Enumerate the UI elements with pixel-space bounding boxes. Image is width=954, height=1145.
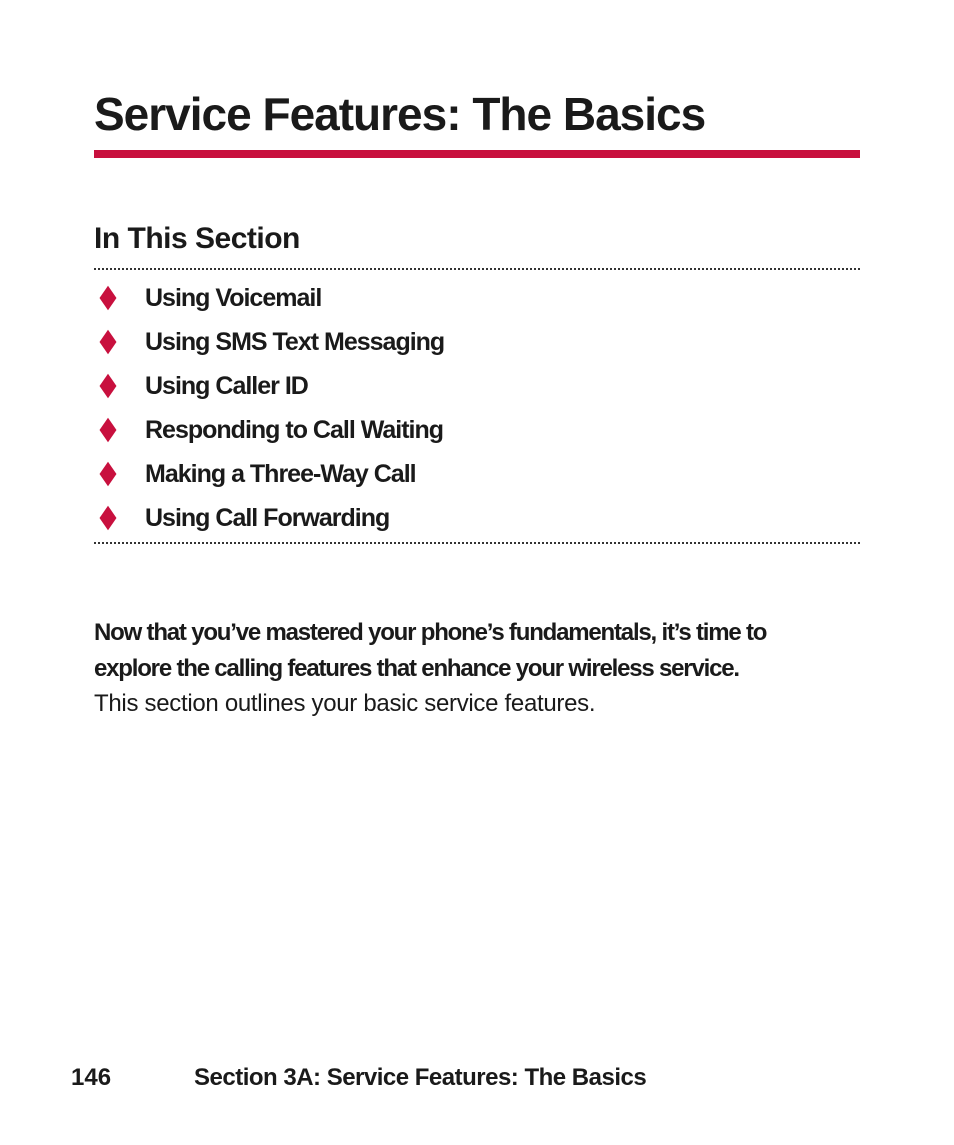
footer-section-title: Section 3A: Service Features: The Basics — [194, 1064, 647, 1091]
dotted-divider-bottom — [94, 542, 860, 544]
diamond-icon — [100, 374, 117, 399]
diamond-icon — [100, 462, 117, 487]
page-number: 146 — [71, 1064, 112, 1091]
list-item-label: Responding to Call Waiting — [145, 415, 444, 444]
diamond-icon — [100, 506, 117, 531]
section-heading: In This Section — [94, 222, 300, 255]
list-item-label: Making a Three-Way Call — [145, 459, 416, 488]
title-rule — [94, 150, 860, 158]
intro-bold-text: Now that you’ve mastered your phone’s fundamentals, it’s time to explore the calling features that enhance your wireless service. — [94, 619, 767, 682]
list-item — [94, 452, 860, 496]
list-item — [94, 496, 860, 540]
intro-paragraph — [94, 615, 774, 722]
list-item-label: Using Call Forwarding — [145, 503, 390, 532]
list-item — [94, 364, 860, 408]
dotted-divider-top — [94, 268, 860, 270]
section-contents-list — [94, 276, 860, 540]
list-item — [94, 408, 860, 452]
list-item — [94, 320, 860, 364]
list-item-label: Using Caller ID — [145, 371, 308, 400]
diamond-icon — [100, 418, 117, 443]
intro-normal-text: This section outlines your basic service features. — [94, 690, 596, 717]
diamond-icon — [100, 330, 117, 355]
list-item-label: Using SMS Text Messaging — [145, 327, 445, 356]
list-item — [94, 276, 860, 320]
page-title: Service Features: The Basics — [94, 88, 706, 140]
diamond-icon — [100, 286, 117, 311]
list-item-label: Using Voicemail — [145, 283, 322, 312]
